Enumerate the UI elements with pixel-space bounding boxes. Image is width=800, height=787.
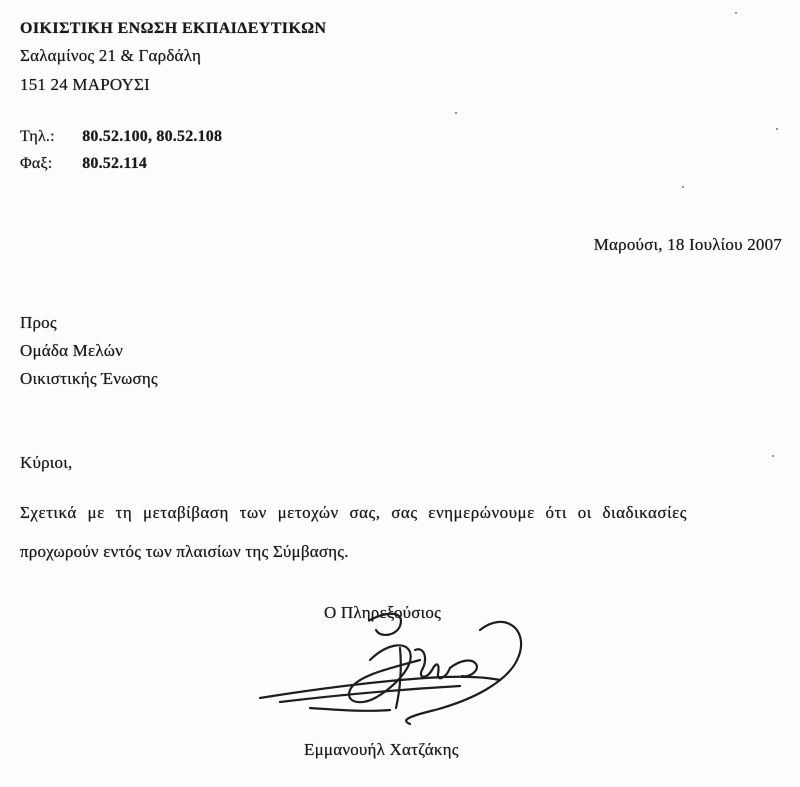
body-line-2: προχωρούν εντός των πλαισίων της Σύμβασης. xyxy=(20,542,349,561)
organization-name: ΟΙΚΙΣΤΙΚΗ ΕΝΩΣΗ ΕΚΠΑΙΔΕΥΤΙΚΩΝ xyxy=(20,20,327,37)
scan-speck xyxy=(776,128,778,130)
organization-street: Σαλαμίνος 21 & Γαρδάλη xyxy=(20,46,202,65)
recipient-line-1: Προς xyxy=(20,313,57,332)
handwritten-signature xyxy=(250,590,540,740)
telephone-line xyxy=(20,128,222,146)
fax-label: Φαξ: xyxy=(20,155,53,172)
scan-speck xyxy=(682,186,684,188)
fax-value: 80.52.114 xyxy=(82,155,148,172)
scan-speck xyxy=(772,455,774,457)
salutation: Κύριοι, xyxy=(20,453,73,472)
signatory-name: Εμμανουήλ Χατζάκης xyxy=(304,740,459,759)
scan-speck xyxy=(735,12,737,14)
scan-speck xyxy=(455,112,457,114)
body-line-1: Σχετικά με τη μεταβίβαση των μετοχών σας, σας ενημερώνουμε ότι οι διαδικασίες xyxy=(20,503,688,522)
telephone-value: 80.52.100, 80.52.108 xyxy=(82,128,223,145)
telephone-label: Τηλ.: xyxy=(20,128,55,145)
organization-city: 151 24 ΜΑΡΟΥΣΙ xyxy=(20,75,150,94)
recipient-line-3: Οικιστικής Ένωσης xyxy=(20,369,158,388)
signatory-title: Ο Πληρεξούσιος xyxy=(324,603,442,622)
fax-line xyxy=(20,155,147,173)
letter-date: Μαρούσι, 18 Ιουλίου 2007 xyxy=(593,235,782,254)
recipient-line-2: Ομάδα Μελών xyxy=(20,341,124,360)
